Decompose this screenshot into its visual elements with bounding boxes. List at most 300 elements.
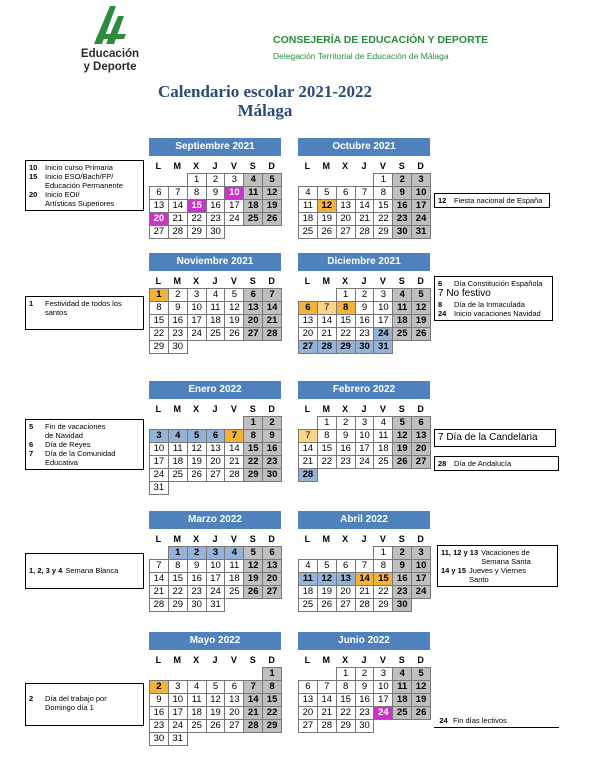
logo-text [70,48,150,74]
day-cell: 21 [355,212,375,226]
day-empty [336,546,356,560]
weekday-label: L [155,161,162,171]
day-cell: 16 [392,199,412,213]
weekday-label: X [193,655,200,665]
day-cell: 3 [168,680,188,694]
note-text: Día Constitución Española [454,279,543,288]
day-cell: 13 [298,314,318,328]
day-cell: 3 [224,173,244,187]
day-cell: 5 [187,429,207,443]
day-cell: 16 [187,572,207,586]
day-cell: 26 [392,455,412,469]
weekday-label: V [379,161,386,171]
weekday-label: V [379,655,386,665]
day-cell: 2 [355,667,375,681]
note-row [438,309,549,318]
day-empty [168,667,188,681]
month-header: Abril 2022 [298,511,430,529]
day-grid [298,173,430,238]
weekday-label: S [249,161,256,171]
weekday-label: V [379,276,386,286]
note-text: Semana Blanca [65,566,119,575]
note-number: 28 [438,459,447,468]
note-text: Fin días lectivos [453,716,507,725]
day-cell: 15 [243,442,263,456]
day-cell: 6 [243,288,263,302]
day-cell: 23 [206,212,226,226]
note-number: 14 y 15 [441,566,467,575]
day-cell: 12 [411,301,431,315]
note-row [438,432,552,444]
day-cell: 13 [336,572,356,586]
day-cell: 8 [336,680,356,694]
weekday-label: S [398,534,405,544]
day-cell: 11 [224,559,244,573]
day-cell: 22 [373,585,393,599]
day-cell: 24 [411,212,431,226]
day-cell: 3 [411,173,431,187]
day-cell: 17 [411,572,431,586]
weekday-label: J [212,276,218,286]
day-cell: 24 [373,327,393,341]
day-cell: 19 [187,455,207,469]
day-cell: 2 [336,416,356,430]
note-february-candelaria [434,429,556,447]
day-cell: 24 [373,706,393,720]
weekday-label: S [249,534,256,544]
day-cell: 19 [411,314,431,328]
weekday-label: J [212,404,218,414]
day-cell: 30 [392,598,412,612]
weekday-label: L [304,276,311,286]
day-grid [149,173,281,238]
day-cell: 17 [149,455,169,469]
day-cell: 10 [187,301,207,315]
day-cell: 7 [317,680,337,694]
day-cell: 15 [187,199,207,213]
day-cell: 29 [373,225,393,239]
day-cell: 20 [224,706,244,720]
day-empty [149,667,169,681]
day-cell: 28 [317,719,337,733]
day-cell: 16 [262,442,282,456]
day-cell: 5 [411,288,431,302]
day-cell: 21 [317,706,337,720]
day-cell: 16 [168,314,188,328]
day-cell: 9 [262,429,282,443]
day-cell: 19 [262,199,282,213]
day-cell: 4 [224,546,244,560]
day-empty [168,416,188,430]
weekday-label: X [342,161,349,171]
day-cell: 20 [243,314,263,328]
note-text: Día de la Inmaculada [454,300,525,309]
month-november [149,253,281,353]
page-subtitle: Málaga [237,101,293,120]
note-may [25,683,144,726]
day-cell: 10 [411,186,431,200]
note-number: 20 [29,190,38,199]
day-cell: 15 [336,693,356,707]
day-cell: 8 [187,186,207,200]
day-cell: 13 [224,693,244,707]
day-cell: 2 [206,173,226,187]
day-cell: 26 [317,598,337,612]
note-number: 8 [438,300,443,309]
day-empty [187,416,207,430]
day-cell: 23 [392,585,412,599]
note-text: Inicio curso Primaria [45,163,113,172]
day-cell: 1 [262,667,282,681]
day-cell: 7 [355,559,375,573]
day-cell: 25 [373,455,393,469]
weekday-label: L [304,655,311,665]
note-row [29,422,140,440]
day-empty [317,173,337,187]
day-cell: 27 [206,468,226,482]
day-grid [298,546,430,611]
day-cell: 23 [355,706,375,720]
day-cell: 23 [187,585,207,599]
day-cell: 20 [262,572,282,586]
day-cell: 1 [149,288,169,302]
page-title: Calendario escolar 2021-2022 [157,82,373,101]
day-cell: 6 [206,429,226,443]
day-cell: 4 [206,288,226,302]
day-cell: 18 [187,706,207,720]
weekday-row [298,532,430,546]
month-may [149,632,281,745]
weekday-label: L [155,534,162,544]
day-cell: 12 [392,429,412,443]
weekday-label: J [361,655,367,665]
day-cell: 20 [336,212,356,226]
note-number: 24 [438,309,447,318]
day-cell: 8 [373,559,393,573]
day-cell: 29 [262,719,282,733]
day-cell: 29 [243,468,263,482]
day-empty [298,288,318,302]
day-cell: 19 [411,693,431,707]
day-cell: 7 [224,429,244,443]
day-cell: 16 [355,314,375,328]
day-cell: 10 [224,186,244,200]
day-cell: 5 [411,667,431,681]
weekday-label: M [173,534,182,544]
day-cell: 11 [392,301,412,315]
weekday-label: J [361,534,367,544]
day-empty [317,667,337,681]
day-cell: 25 [187,719,207,733]
day-cell: 21 [298,455,318,469]
day-cell: 13 [298,693,318,707]
day-cell: 4 [243,173,263,187]
day-cell: 1 [243,416,263,430]
weekday-row [149,653,281,667]
note-text: Inicio vacaciones Navidad [454,309,541,318]
weekday-label: D [417,534,424,544]
note-text: Día de Reyes [45,440,91,449]
day-cell: 3 [373,288,393,302]
day-cell: 27 [149,225,169,239]
day-cell: 6 [336,186,356,200]
day-cell: 31 [206,598,226,612]
note-number: 6 [438,279,443,288]
day-cell: 28 [224,468,244,482]
note-text: Día de Andalucía [454,459,512,468]
note-number: 6 [29,440,34,449]
day-cell: 18 [373,442,393,456]
note-text: Día del trabajo por Domingo día 1 [45,694,107,712]
weekday-label: S [398,655,405,665]
note-june [434,714,559,728]
day-cell: 29 [373,598,393,612]
note-january [25,419,144,470]
month-september [149,138,281,238]
day-cell: 28 [149,598,169,612]
day-cell: 10 [355,429,375,443]
day-cell: 8 [262,680,282,694]
month-header: Mayo 2022 [149,632,281,650]
weekday-label: D [417,276,424,286]
day-cell: 31 [411,225,431,239]
day-cell: 15 [373,572,393,586]
day-cell: 22 [187,212,207,226]
day-cell: 26 [206,719,226,733]
day-cell: 2 [149,680,169,694]
note-row [29,299,140,317]
day-grid [298,288,430,353]
day-cell: 5 [262,173,282,187]
day-cell: 11 [298,199,318,213]
weekday-label: V [230,655,237,665]
day-cell: 3 [149,429,169,443]
day-grid [298,667,430,732]
weekday-row [149,532,281,546]
day-cell: 25 [206,327,226,341]
day-cell: 23 [392,212,412,226]
day-cell: 8 [336,301,356,315]
note-row [437,716,556,725]
day-cell: 15 [317,442,337,456]
day-cell: 4 [298,559,318,573]
day-cell: 24 [187,327,207,341]
day-empty [317,288,337,302]
day-cell: 30 [262,468,282,482]
day-cell: 25 [168,468,188,482]
month-april [298,511,430,611]
day-cell: 16 [206,199,226,213]
day-cell: 5 [392,416,412,430]
day-cell: 8 [149,301,169,315]
day-cell: 13 [411,429,431,443]
weekday-row [149,402,281,416]
day-cell: 21 [355,585,375,599]
weekday-label: S [398,404,405,414]
note-row [438,196,546,205]
day-cell: 7 [149,559,169,573]
day-cell: 12 [224,301,244,315]
day-cell: 2 [392,546,412,560]
day-cell: 2 [187,546,207,560]
weekday-label: D [268,655,275,665]
month-header: Febrero 2022 [298,381,430,399]
weekday-label: L [304,404,311,414]
day-cell: 13 [206,442,226,456]
day-cell: 29 [336,719,356,733]
day-cell: 28 [243,719,263,733]
day-cell: 31 [168,732,188,746]
junta-logo-icon [92,4,128,46]
day-cell: 19 [206,706,226,720]
day-cell: 8 [168,559,188,573]
weekday-label: V [230,161,237,171]
day-cell: 2 [262,416,282,430]
day-cell: 27 [224,719,244,733]
day-cell: 7 [298,429,318,443]
day-empty [298,416,318,430]
day-cell: 17 [373,314,393,328]
day-empty [355,546,375,560]
day-cell: 5 [224,288,244,302]
note-december [434,276,553,321]
day-cell: 10 [206,559,226,573]
weekday-label: M [173,404,182,414]
day-cell: 10 [373,301,393,315]
note-text: 7 Día de la Candelaria [438,432,538,443]
day-cell: 21 [243,706,263,720]
note-number: 2 [29,694,34,703]
day-cell: 14 [168,199,188,213]
month-october [298,138,430,238]
day-cell: 19 [243,572,263,586]
day-grid [298,416,430,481]
day-cell: 27 [298,719,318,733]
day-cell: 26 [411,327,431,341]
day-cell: 10 [149,442,169,456]
month-march [149,511,281,611]
day-cell: 22 [149,327,169,341]
day-cell: 22 [243,455,263,469]
weekday-label: X [342,276,349,286]
weekday-row [149,274,281,288]
day-cell: 29 [187,225,207,239]
day-cell: 23 [262,455,282,469]
month-december [298,253,430,353]
day-cell: 27 [262,585,282,599]
day-cell: 4 [298,186,318,200]
junta-logo [70,4,150,76]
day-cell: 13 [262,559,282,573]
day-cell: 25 [298,225,318,239]
day-cell: 7 [243,680,263,694]
day-cell: 13 [243,301,263,315]
day-cell: 15 [336,314,356,328]
day-cell: 20 [149,212,169,226]
note-number: 1, 2, 3 y 4 [29,566,63,575]
weekday-label: D [417,161,424,171]
day-cell: 4 [373,416,393,430]
note-row [29,163,140,172]
day-empty [298,667,318,681]
day-cell: 3 [373,667,393,681]
day-cell: 28 [317,340,337,354]
note-row [438,279,549,288]
day-empty [336,173,356,187]
month-june [298,632,430,732]
day-cell: 27 [336,225,356,239]
day-empty [243,667,263,681]
day-cell: 5 [317,186,337,200]
day-cell: 9 [392,186,412,200]
weekday-label: V [230,404,237,414]
day-cell: 9 [355,301,375,315]
day-cell: 8 [243,429,263,443]
day-cell: 23 [168,327,188,341]
month-header: Junio 2022 [298,632,430,650]
day-cell: 1 [373,173,393,187]
day-cell: 20 [298,706,318,720]
day-cell: 23 [336,455,356,469]
day-cell: 1 [336,288,356,302]
day-cell: 6 [298,301,318,315]
day-cell: 3 [206,546,226,560]
day-empty [298,173,318,187]
day-cell: 18 [224,572,244,586]
note-september [25,160,144,211]
weekday-label: J [212,655,218,665]
day-cell: 21 [262,314,282,328]
day-cell: 16 [149,706,169,720]
day-cell: 21 [224,455,244,469]
day-cell: 6 [262,546,282,560]
weekday-label: X [193,534,200,544]
day-cell: 26 [224,327,244,341]
note-row [438,288,549,300]
day-cell: 25 [392,706,412,720]
weekday-label: J [361,276,367,286]
weekday-label: J [361,404,367,414]
weekday-label: X [193,161,200,171]
day-cell: 16 [336,442,356,456]
day-cell: 30 [355,719,375,733]
day-cell: 12 [317,572,337,586]
day-cell: 7 [355,186,375,200]
day-cell: 25 [243,212,263,226]
day-cell: 27 [243,327,263,341]
day-cell: 24 [168,719,188,733]
weekday-label: V [230,276,237,286]
day-empty [149,173,169,187]
weekday-label: M [322,161,331,171]
day-cell: 4 [168,429,188,443]
day-cell: 24 [355,455,375,469]
weekday-label: L [304,161,311,171]
day-cell: 9 [187,559,207,573]
day-cell: 7 [262,288,282,302]
note-november [25,296,144,330]
weekday-label: J [212,534,218,544]
day-cell: 26 [262,212,282,226]
day-cell: 24 [224,212,244,226]
weekday-label: L [155,276,162,286]
day-cell: 8 [373,186,393,200]
day-cell: 30 [168,340,188,354]
day-cell: 9 [355,680,375,694]
day-empty [206,416,226,430]
weekday-label: M [322,404,331,414]
day-empty [355,173,375,187]
